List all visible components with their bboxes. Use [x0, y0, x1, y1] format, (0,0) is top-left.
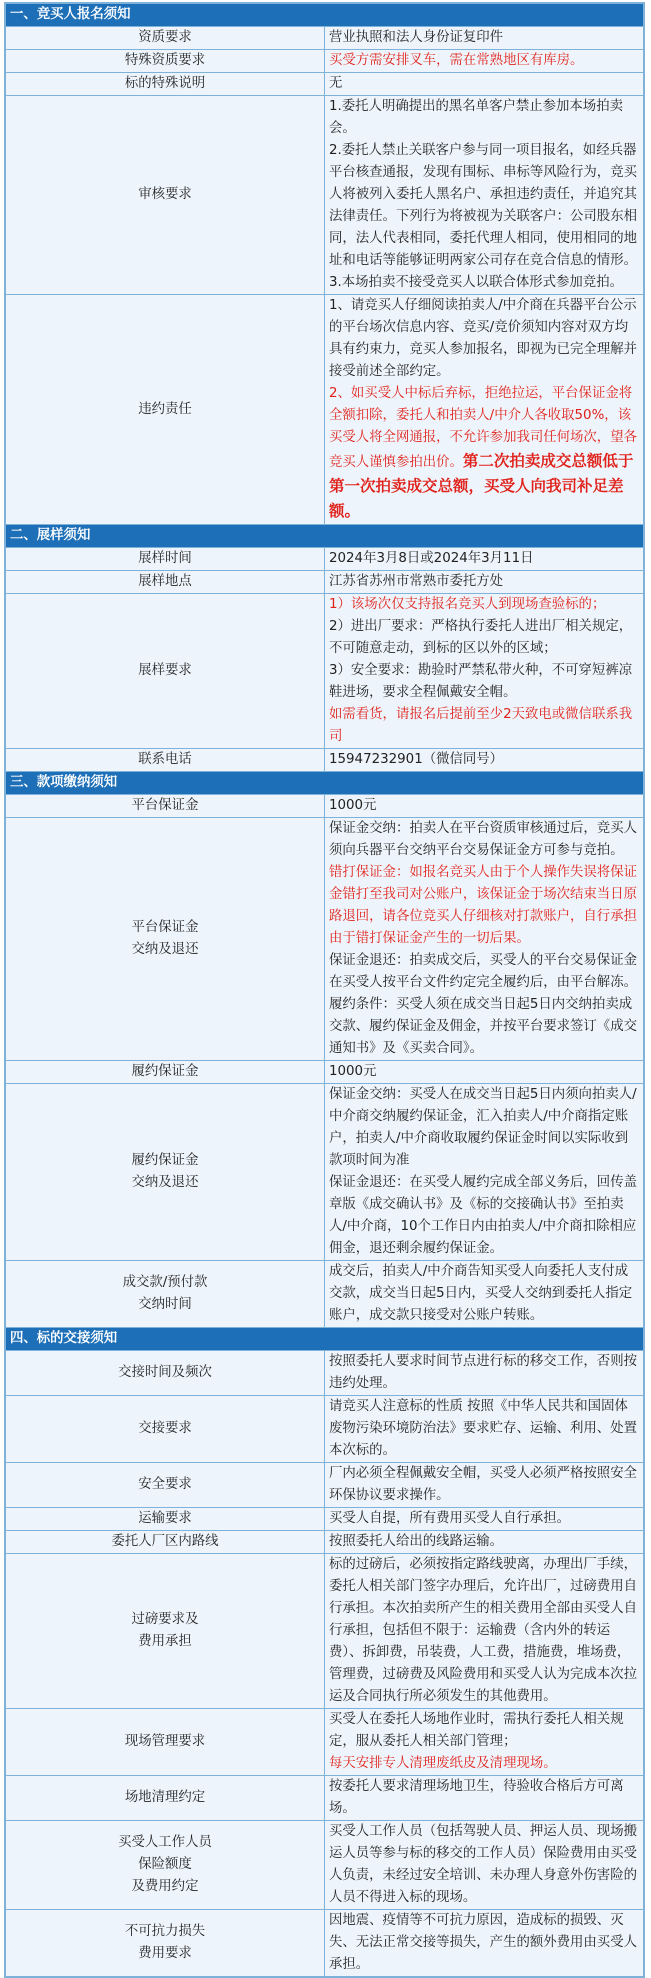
row-label	[6, 295, 325, 525]
content-line: 2024年3月8日或2024年3月11日	[329, 551, 534, 566]
row-content	[325, 818, 644, 1061]
row-label	[6, 548, 325, 571]
content-line: 买受人工作人员（包括驾驶人员、押运人员、现场搬运人员等参与标的移交的工作人员）保险费用由买受人负责，未经过安全培训、未办理人身意外伤害险的人员不得进入标的现场。	[329, 1824, 637, 1905]
row-label-line: 委托人厂区内路线	[111, 1534, 219, 1549]
row-label	[6, 1709, 325, 1776]
row-label-line: 展样地点	[138, 574, 192, 589]
content-line: 1.委托人明确提出的黑名单客户禁止参加本场拍卖会。	[329, 99, 623, 136]
row-label-line: 交纳及退还	[131, 942, 199, 957]
row-label-line: 费用承担	[138, 1634, 192, 1649]
row-label-line: 安全要求	[138, 1477, 192, 1492]
section-header	[6, 4, 644, 27]
table-row	[6, 548, 644, 571]
table-row	[6, 27, 644, 50]
row-content	[325, 1261, 644, 1328]
row-content	[325, 73, 644, 96]
row-content	[325, 96, 644, 295]
content-line: 每天安排专人清理废纸皮及清理现场。	[329, 1756, 557, 1771]
content-line: 履约条件：买受人须在成交当日起5日内交纳拍卖成交款、履约保证金及佣金，并按平台要求签订《成交通知书》及《买卖合同》。	[329, 997, 637, 1056]
content-line: 按照委托人要求时间节点进行标的移交工作，否则按违约处理。	[329, 1354, 637, 1391]
section-header	[6, 525, 644, 548]
content-line: 15947232901（微信同号）	[329, 752, 504, 767]
row-label-line: 保险额度	[138, 1857, 192, 1872]
table-row	[6, 1776, 644, 1821]
row-label-line: 违约责任	[138, 401, 192, 417]
row-content	[325, 295, 644, 525]
row-label	[6, 594, 325, 749]
content-line: 请竞买人注意标的性质 按照《中华人民共和国固体废物污染环境防治法》要求贮存、运输、利用、处置本次标的。	[329, 1399, 637, 1458]
row-label-line: 审核要求	[138, 187, 192, 202]
table-row	[6, 571, 644, 594]
row-label-line: 平台保证金	[131, 798, 199, 813]
row-content	[325, 594, 644, 749]
table-row	[6, 73, 644, 96]
row-content	[325, 1351, 644, 1396]
row-content	[325, 1910, 644, 1977]
row-label-line: 成交款/预付款	[122, 1275, 208, 1290]
content-line: 江苏省苏州市常熟市委托方处	[329, 574, 504, 589]
row-content	[325, 1554, 644, 1709]
row-content	[325, 1776, 644, 1821]
table-row	[6, 50, 644, 73]
table-row	[6, 1554, 644, 1709]
section-header	[6, 772, 644, 795]
table-row	[6, 96, 644, 295]
row-label	[6, 1084, 325, 1261]
row-label	[6, 571, 325, 594]
table-row	[6, 1821, 644, 1910]
table-row	[6, 1084, 644, 1261]
row-label	[6, 1261, 325, 1328]
row-content	[325, 749, 644, 772]
content-line: 保证金退还：拍卖成交后，买受人的平台交易保证金在买受人按平台文件约定完全履约后，由平台解冻。	[329, 953, 637, 990]
content-line: 买受方需安排叉车，需在常熟地区有库房。	[329, 53, 584, 68]
content-line: 1000元	[329, 798, 377, 813]
row-label-line: 场地清理约定	[124, 1790, 206, 1805]
table-row	[6, 295, 644, 525]
row-label-line: 资质要求	[138, 30, 192, 45]
row-label-line: 及费用约定	[131, 1879, 199, 1894]
row-label-line: 展样时间	[138, 551, 192, 566]
notice-document	[4, 2, 645, 1978]
row-content	[325, 27, 644, 50]
content-line: 第二次拍卖成交总额低于第一次拍卖成交总额，买受人向我司补足差额。	[329, 451, 634, 520]
row-content	[325, 1821, 644, 1910]
row-label	[6, 73, 325, 96]
content-line: 厂内必须全程佩戴安全帽，买受人必须严格按照安全环保协议要求操作。	[329, 1466, 637, 1503]
row-label-line: 展样要求	[138, 663, 192, 678]
table-row	[6, 818, 644, 1061]
row-label	[6, 795, 325, 818]
row-content	[325, 548, 644, 571]
table-row	[6, 1463, 644, 1508]
table-row	[6, 1910, 644, 1977]
table-row	[6, 1061, 644, 1084]
row-label	[6, 1351, 325, 1396]
row-content	[325, 1396, 644, 1463]
row-content	[325, 795, 644, 818]
row-label	[6, 1463, 325, 1508]
content-line: 标的过磅后，必须按指定路线驶离，办理出厂手续，委托人相关部门签字办理后，允许出厂，过磅费用自行承担。本次拍卖所产生的相关费用全部由买受人自行承担，包括但不限于：运输费（含内外的转运费）、拆卸费，吊装费，人工费，措施费，堆场费，管理费，过磅费及风险费用和买受人认为完成本次拉运及合同执行所必须发生的其他费用。	[329, 1557, 637, 1704]
table-row	[6, 1396, 644, 1463]
row-label-line: 平台保证金	[131, 920, 199, 935]
row-label-line: 联系电话	[138, 752, 192, 767]
row-label	[6, 1396, 325, 1463]
section-title: 二、展样须知	[6, 525, 644, 548]
row-content	[325, 1531, 644, 1554]
row-label-line: 交接时间及频次	[118, 1365, 212, 1380]
row-label	[6, 1061, 325, 1084]
content-line: 2、如买受人中标后弃标，拒绝拉运，平台保证金将全额扣除，委托人和拍卖人/中介人各收取50%，该买受人将全网通报，不允许参加我司任何场次，望各竞买人谨慎参拍出价。	[329, 386, 637, 470]
content-line: 2）进出厂要求：严格执行委托人进出厂相关规定，不可随意走动，到标的区以外的区域；	[329, 619, 633, 656]
section-title: 四、标的交接须知	[6, 1328, 644, 1351]
table-row	[6, 1709, 644, 1776]
row-label-line: 交接要求	[138, 1421, 192, 1436]
row-content	[325, 571, 644, 594]
content-line: 1、请竞买人仔细阅读拍卖人/中介商在兵器平台公示的平台场次信息内容、竞买/竞价须知内容对双方均具有约束力，竞买人参加报名，即视为已完全理解并接受前述全部约定。	[329, 298, 637, 379]
row-label	[6, 96, 325, 295]
row-content	[325, 1709, 644, 1776]
row-label	[6, 1776, 325, 1821]
content-line: 买受人自提，所有费用买受人自行承担。	[329, 1511, 571, 1526]
row-content	[325, 1508, 644, 1531]
row-label-line: 运输要求	[138, 1511, 192, 1526]
row-content	[325, 50, 644, 73]
table-row	[6, 749, 644, 772]
content-line: 错打保证金：如报名竞买人由于个人操作失误将保证金错打至我司对公账户，该保证金于场次结束当日原路退回，请各位竞买人仔细核对打款账户，自行承担由于错打保证金产生的一切后果。	[329, 865, 637, 946]
table-row	[6, 1531, 644, 1554]
content-line: 保证金交纳：买受人在成交当日起5日内须向拍卖人/中介商交纳履约保证金，汇入拍卖人/中介商指定账户，拍卖人/中介商收取履约保证金时间以实际收到款项时间为准	[329, 1087, 637, 1168]
row-label-line: 履约保证金	[131, 1064, 199, 1079]
content-line: 2.委托人禁止关联客户参与同一项目报名，如经兵器平台核查通报，发现有围标、串标等风险行为，竞买人将被列入委托人黑名户、承担违约责任，并追究其法律责任。下列行为将被视为关联客户：公司股东相同，法人代表相同，委托代理人相同，使用相同的地址和电话等能够证明两家公司存在竞合信息的情形。	[329, 143, 637, 268]
section-title: 三、款项缴纳须知	[6, 772, 644, 795]
content-line: 1000元	[329, 1064, 377, 1079]
row-label-line: 不可抗力损失	[124, 1924, 206, 1939]
row-label-line: 标的特殊说明	[124, 76, 206, 91]
table-row	[6, 1351, 644, 1396]
content-line: 因地震、疫情等不可抗力原因，造成标的损毁、灭失、无法正常交接等损失，产生的额外费用由买受人承担。	[329, 1913, 637, 1972]
row-label-line: 交纳时间	[138, 1297, 192, 1312]
content-line: 3.本场拍卖不接受竞买人以联合体形式参加竞拍。	[329, 275, 623, 290]
row-label-line: 过磅要求及	[131, 1612, 199, 1627]
table-row	[6, 1261, 644, 1328]
section-header	[6, 1328, 644, 1351]
row-label	[6, 27, 325, 50]
section-title: 一、竞买人报名须知	[6, 4, 644, 27]
row-label	[6, 1554, 325, 1709]
content-line: 保证金交纳：拍卖人在平台资质审核通过后，竞买人须向兵器平台交纳平台交易保证金方可参与竞拍。	[329, 821, 637, 858]
row-label	[6, 50, 325, 73]
row-label-line: 交纳及退还	[131, 1175, 199, 1190]
content-line: 营业执照和法人身份证复印件	[329, 30, 504, 45]
row-label	[6, 1821, 325, 1910]
row-content	[325, 1061, 644, 1084]
row-label-line: 履约保证金	[131, 1153, 199, 1168]
table-row	[6, 1508, 644, 1531]
content-line: 1）该场次仅支持报名竞买人到现场查验标的；	[329, 597, 606, 612]
row-label-line: 费用要求	[138, 1946, 192, 1961]
content-line: 保证金退还：在买受人履约完成全部义务后，回传盖章版《成交确认书》及《标的交接确认书》至拍卖人/中介商，10个工作日内由拍卖人/中介商扣除相应佣金，退还剩余履约保证金。	[329, 1175, 637, 1256]
row-label	[6, 1508, 325, 1531]
row-content	[325, 1084, 644, 1261]
table-row	[6, 795, 644, 818]
content-line: 按委托人要求清理场地卫生，待验收合格后方可离场。	[329, 1779, 624, 1816]
content-line: 3）安全要求：勘验时严禁私带火种，不可穿短裤凉鞋进场，要求全程佩戴安全帽。	[329, 663, 633, 700]
row-label-line: 特殊资质要求	[124, 53, 206, 68]
row-label	[6, 818, 325, 1061]
row-label	[6, 1531, 325, 1554]
content-line: 按照委托人给出的线路运输。	[329, 1534, 504, 1549]
row-label	[6, 1910, 325, 1977]
content-line: 无	[329, 76, 343, 91]
content-line: 成交后，拍卖人/中介商告知买受人向委托人支付成交款，成交当日起5日内，买受人交纳到委托人指定账户，成交款只接受对公账户转账。	[329, 1264, 633, 1323]
content-line: 如需看货，请报名后提前至少2天致电或微信联系我司	[329, 707, 633, 744]
table-row	[6, 594, 644, 749]
content-line: 买受人在委托人场地作业时，需执行委托人相关规定，服从委托人相关部门管理；	[329, 1712, 624, 1749]
row-label	[6, 749, 325, 772]
notice-table	[5, 3, 644, 1977]
row-content	[325, 1463, 644, 1508]
row-label-line: 买受人工作人员	[118, 1835, 212, 1850]
row-label-line: 现场管理要求	[124, 1734, 206, 1749]
